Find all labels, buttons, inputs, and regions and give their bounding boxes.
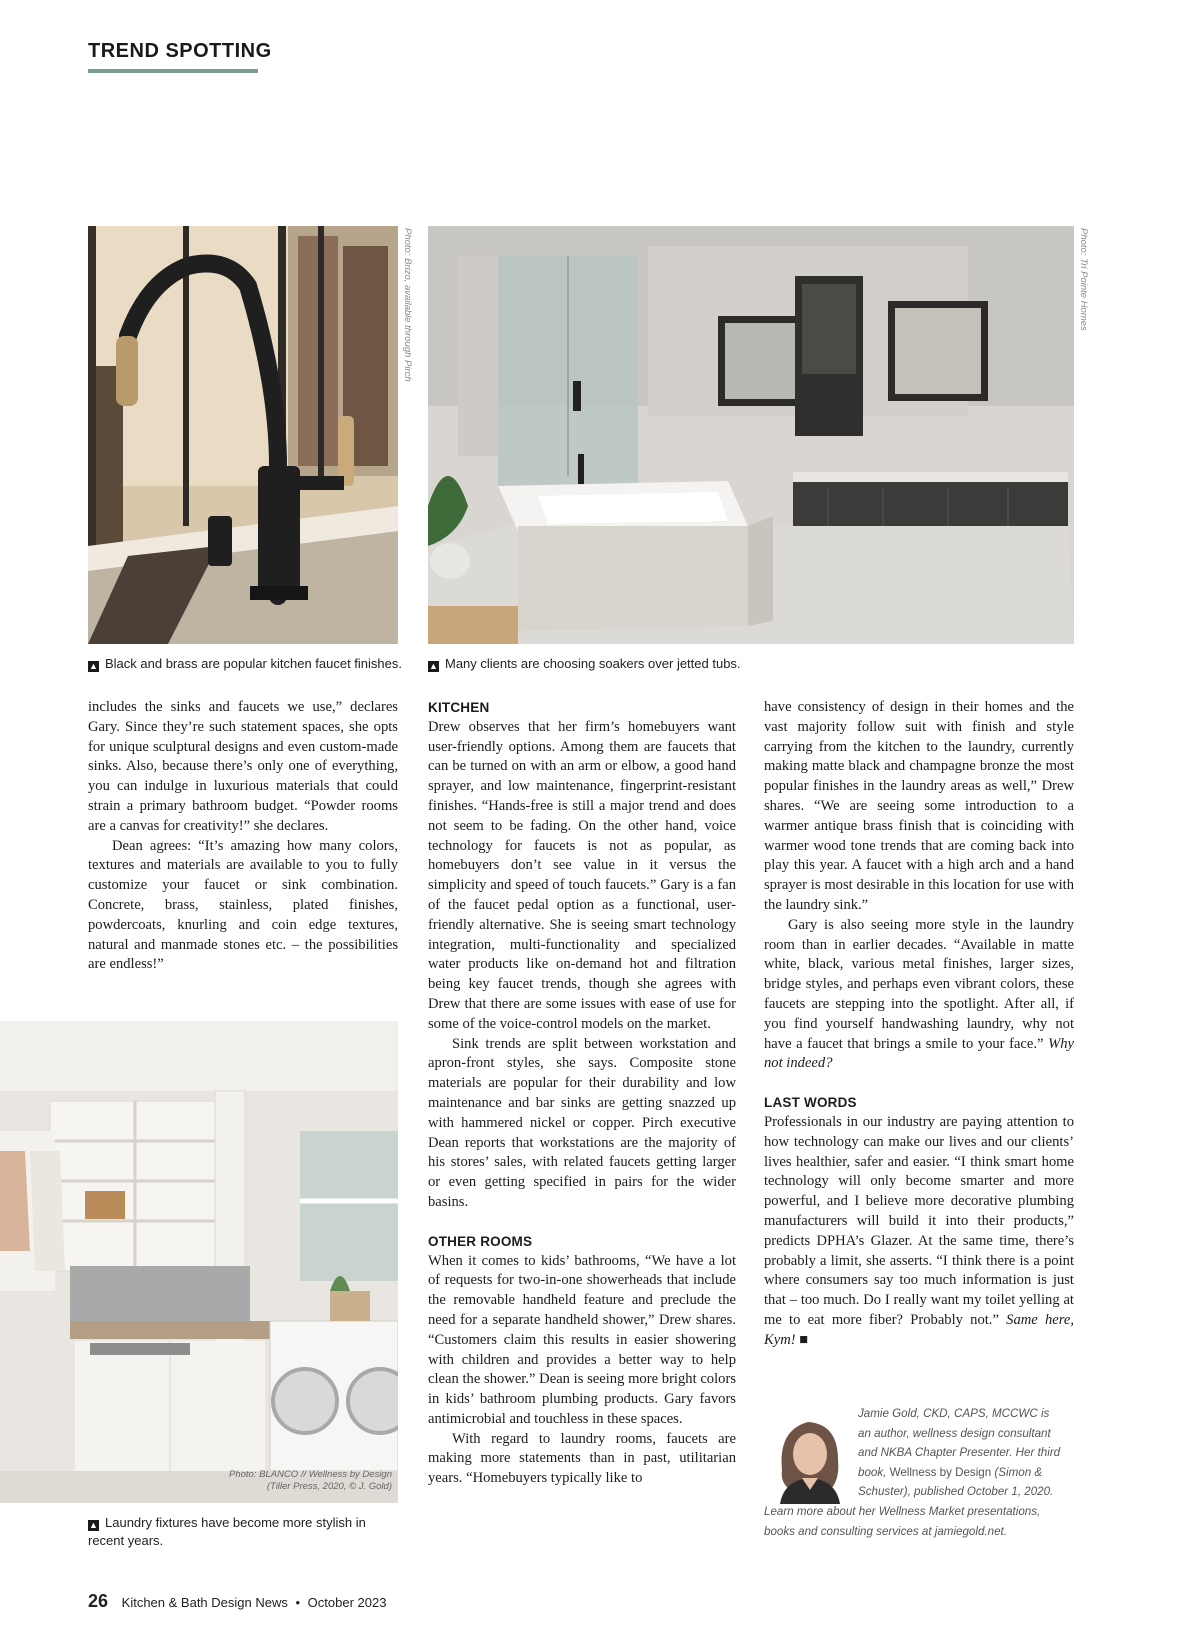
laundry-credit-line-2: (Tiller Press, 2020, © J. Gold) [266,1481,392,1492]
caption-arrow-icon: ▲ [429,661,438,671]
bio-line-4-c: (Simon & [991,1465,1043,1479]
faucet-caption [88,655,408,673]
col3-paragraph-2-kicker: Why not indeed? [764,1035,1074,1072]
col3-paragraph-2-text: Gary is also seeing more style in the laundry room than in earlier decades. “Available in matte white, black, various metal finishes, larger sizes, bridge styles, and perhaps even vibrant colors, these faucets are stepping into the spotlight. After all, if you find yourself handwashing laundry, why not have a faucet that brings a smile to your face.” [764,916,1074,1052]
bathroom-photo-credit: Photo: Tri Pointe Homes [1078,228,1089,331]
kitchen-heading: KITCHEN [428,700,490,715]
col3-paragraph-3 [764,1113,1074,1351]
bio-line-2: an author, wellness design consultant [858,1426,1051,1440]
column-2 [428,698,736,1489]
col2-paragraph-3: When it comes to kids’ bathrooms, “We have a lot of requests for two-in-one showerheads that include the removable handheld feature and preclude the need for a separate handheld shower,” Drew shares. “Customers claim this results in easier showering with children and provides a better way to help clean the shower.” Dean is seeing more bright colors in kids’ bathroom plumbing products. Gary favors antimicrobial and touchless in these spaces. [428,1252,736,1427]
other-rooms-heading: OTHER ROOMS [428,1233,533,1249]
column-3 [764,698,1074,1351]
laundry-photo-credit [196,1469,392,1493]
bio-line-4-a: book, [858,1465,890,1479]
bathroom-caption-text: Many clients are choosing soakers over jetted tubs. [445,656,741,671]
col1-paragraph-1: includes the sinks and faucets we use,” declares Gary. Since they’re such statement spaces, she opts for unique sculptural designs and even custom-made sinks. Also, because there’s only one of everything, you can indulge in luxurious materials that could strain a primary bathroom budget. “Powder rooms are a canvas for creativity!” she declares. [88,699,398,834]
column-1 [88,698,398,975]
faucet-caption-text: Black and brass are popular kitchen faucet finishes. [105,656,403,671]
col1-paragraph-2: Dean agrees: “It’s amazing how many colors, textures and materials are available to you to fully customize your faucet or sink combination. Concrete, brass, stainless, plated finishes, powdercoats, knurling and coin edge textures, natural and manmade stones etc. – the possibilities are endless!” [88,837,398,973]
bio-line-4 [858,1463,1078,1483]
col3-paragraph-2 [764,916,1074,1074]
bio-book-title: Wellness by Design [889,1465,992,1479]
bathroom-caption [428,655,928,673]
end-mark: ■ [799,1331,809,1348]
caption-arrow-icon: ▲ [89,1520,98,1530]
last-words-heading: LAST WORDS [764,1095,857,1111]
author-bio-more [764,1502,1094,1541]
col3-paragraph-1: have consistency of design in their homes and the vast majority follow suit with finish and style carrying from the kitchen to the laundry, currently making matte black and champagne bronze the most popular finishes in the laundry areas as well,” Drew shares. “We are seeing some introduction to a warmer antique brass finish that is coinciding with warmer wood tone trends that are coming back into play this year. A faucet with a high arch and a hand sprayer is most desirable in this location for use with the laundry sink.” [764,699,1074,913]
col2-paragraph-1: Drew observes that her firm’s homebuyers want user-friendly options. Among them are faucets that can be turned on with an arm or elbow, a good hand sprayer, and low maintenance, fingerprint-resistant finishes. “Hands-free is still a major trend and does not seem to be fading. On the other hand, voice technology for faucets is not as popular, as homebuyers don’t see value in it versus the simplicity and speed of touch faucets.” Gary is a fan of the faucet pedal option as a functional, user-friendly alternative. She is seeing smart technology integration, multi-functionality and specialized water products like on-demand hot and filtration being key faucet trends, though she agrees with Drew that there are some issues with ease of use for some of the voice-control models on the market. [428,718,736,1032]
footer-separator: • [295,1595,301,1610]
laundry-credit-line-1: Photo: BLANCO // Wellness by Design [229,1469,392,1480]
laundry-photo [0,1021,398,1503]
caption-arrow-icon: ▲ [89,661,98,671]
faucet-photo [88,226,398,644]
page-number: 26 [88,1591,109,1611]
section-rule [88,69,258,73]
author-headshot [770,1410,850,1504]
col3-paragraph-3-kicker: Same here, Kym! [764,1311,1075,1348]
bio-line-3: and NKBA Chapter Presenter. Her third [858,1446,1061,1459]
col2-paragraph-4: With regard to laundry rooms, faucets are making more statements than in past, utilitarian years. “Homebuyers typically like to [428,1430,736,1487]
bio-line-5: Schuster), published October 1, 2020. [858,1485,1054,1498]
col2-paragraph-2: Sink trends are split between workstation and apron-front styles, she says. Composite stone materials are popular for their durability and low maintenance and bar sinks are getting snazzed up with hammered nickel or copper. Pirch executive Dean reports that workstations are the majority of his stores’ sales, with related faucets getting larger or even getting specified in pairs for the wider basins. [428,1035,736,1210]
laundry-caption [88,1514,398,1550]
section-tag: TREND SPOTTING [88,40,272,62]
page-footer [88,1591,386,1612]
laundry-caption-text: Laundry fixtures have become more stylish in recent years. [88,1515,366,1548]
author-bio [858,1404,1078,1502]
bio-line-6: Learn more about her Wellness Market presentations, [764,1505,1041,1518]
publication-name: Kitchen & Bath Design News [121,1595,288,1610]
faucet-photo-credit: Photo: Brizo, available through Pirch [402,228,413,382]
issue-date: October 2023 [307,1595,387,1610]
bathroom-photo [428,226,1074,644]
col3-paragraph-3-text: Professionals in our industry are paying attention to how technology can make our lives and our clients’ lives healthier, safer and easier. “I think smart home technology will only become smarter and more powerful, and I believe more decorative plumbing manufacturers will build it into their products,” predicts DPHA’s Glazer. At the same time, there’s probably a limit, she asserts. “I think there is a point where consumers say too much information is just that – too much. Do I really want my toilet yelling at me to eat more fiber? Probably not.” [764,1113,1074,1328]
bio-line-1: Jamie Gold, CKD, CAPS, MCCWC is [858,1407,1050,1420]
bio-line-7: books and consulting services at jamiegold.net. [764,1524,1007,1538]
